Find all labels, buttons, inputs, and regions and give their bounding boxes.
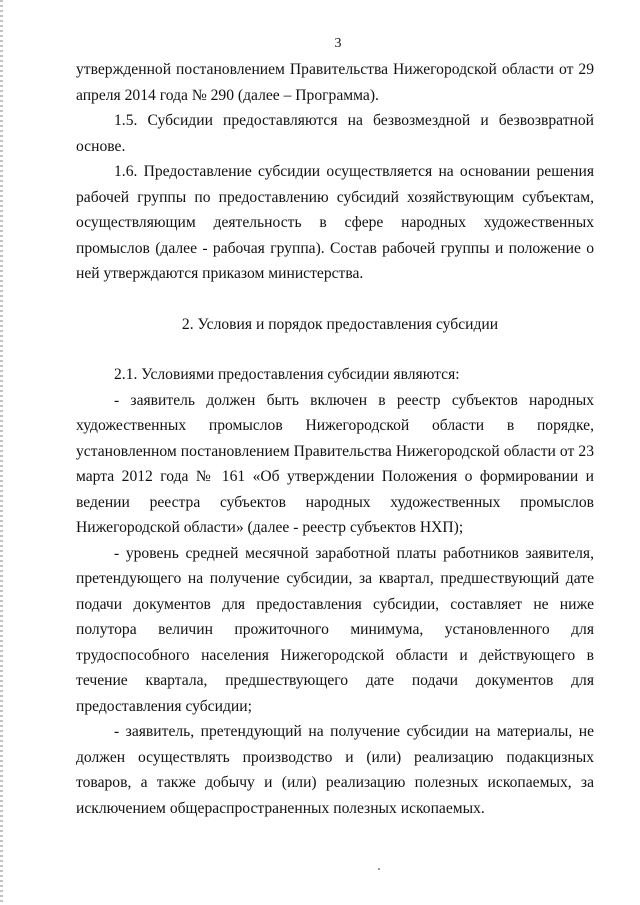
spacer xyxy=(76,337,594,362)
document-body xyxy=(76,57,594,821)
paragraph-1-6: 1.6. Предоставление субсидии осуществляется на основании решения рабочей группы по предоставлению субсидий хозяйствующим субъектам, осуществляющим деятельность в сфере народных художественных промыслов (далее - рабочая группа). Состав рабочей группы и положение о ней утверждаются приказом министерства. xyxy=(76,163,594,282)
section-heading: 2. Условия и порядок предоставления субсидии xyxy=(181,315,499,333)
paragraph-1-5: 1.5. Субсидии предоставляются на безвозмездной и безвозвратной основе. xyxy=(76,112,594,155)
spacer xyxy=(76,287,594,312)
condition-excise: - заявитель, претендующий на получение субсидии на материалы, не должен осуществлять производство и (или) реализацию подакцизных товаров, а также добычу и (или) реализацию полезных ископаемых, за исключением общераспространенных полезных ископаемых. xyxy=(76,723,594,817)
scan-edge xyxy=(0,0,3,905)
page-number: 3 xyxy=(334,36,342,51)
scan-speck xyxy=(378,868,380,870)
condition-salary: - уровень средней месячной заработной платы работников заявителя, претендующего на получение субсидии, за квартал, предшествующий дате подачи документов для предоставления субсидии, составляет не ниже полутора величин прожиточного минимума, установленного для трудоспособного населения Нижегородской области и действующего в течение квартала, предшествующего дате подачи документов для предоставления субсидии; xyxy=(76,544,594,715)
paragraph-2-1: 2.1. Условиями предоставления субсидии являются: xyxy=(114,366,460,383)
paragraph-continuation: утвержденной постановлением Правительства Нижегородской области от 29 апреля 2014 года № 290 (далее – Программа). xyxy=(76,61,594,104)
condition-registry: - заявитель должен быть включен в реестр субъектов народных художественных промыслов Нижегородской области в порядке, установленном постановлением Правительства Нижегородской области от 23 марта 2012 года № 161 «Об утверждении Положения о формировании и ведении реестра субъектов народных художественных промыслов Нижегородской области» (далее - реестр субъектов НХП); xyxy=(76,391,594,536)
